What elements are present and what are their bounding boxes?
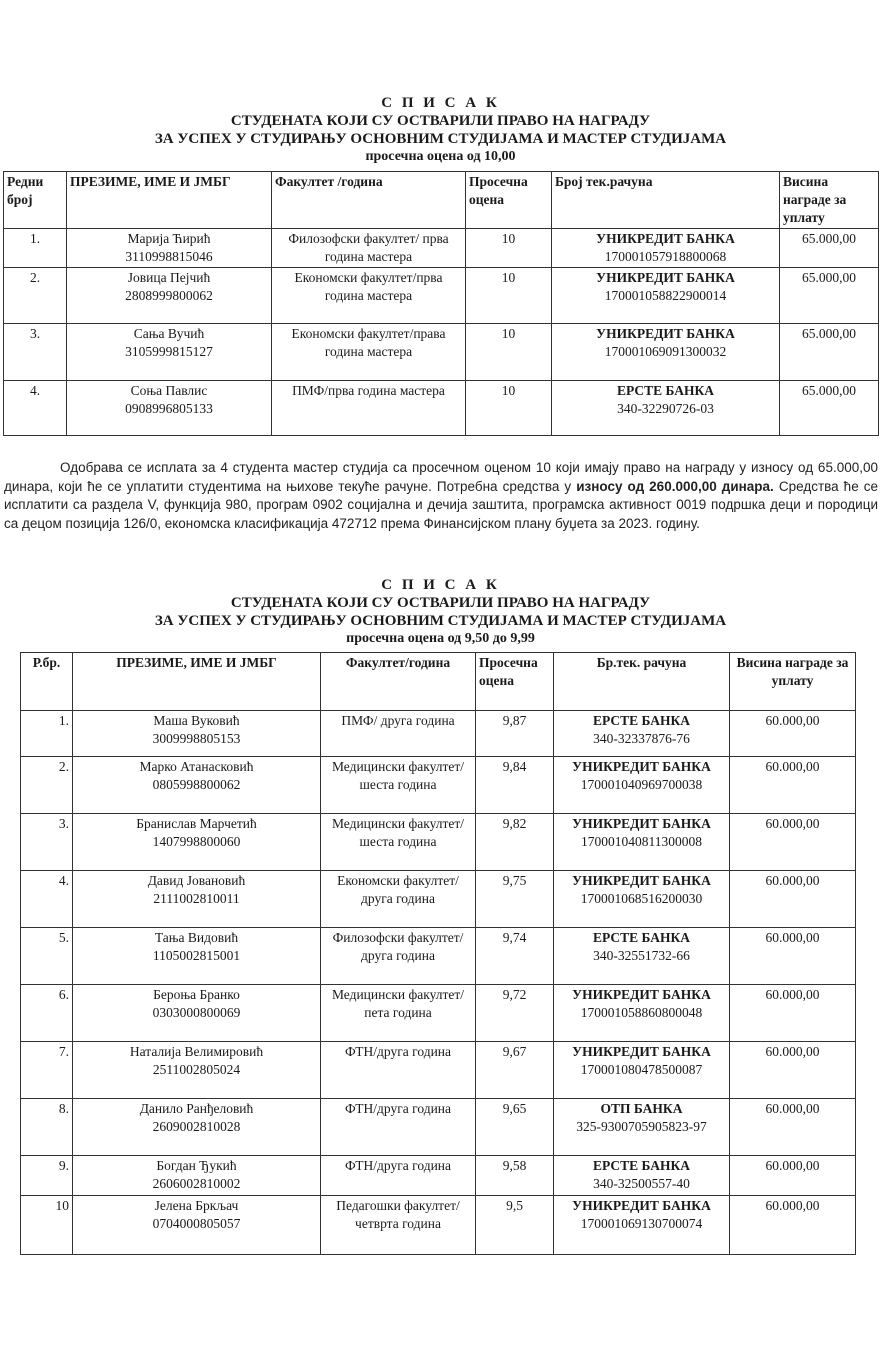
row-number: 1. — [21, 711, 73, 757]
row-number: 3. — [21, 814, 73, 871]
account-number: 170001069130700074 — [580, 1216, 703, 1231]
award-amount: 60.000,00 — [730, 871, 856, 928]
account-number: 170001080478500087 — [580, 1062, 703, 1077]
average-grade: 10 — [466, 229, 552, 268]
average-grade: 9,58 — [476, 1156, 554, 1196]
faculty-year: Економски факултет/права година мастера — [272, 324, 466, 381]
bank-name: УНИКРЕДИТ БАНКА — [572, 759, 711, 774]
table-row — [21, 757, 856, 814]
average-grade: 9,65 — [476, 1099, 554, 1156]
faculty-year: ПМФ/прва година мастера — [272, 381, 466, 436]
list2-line2: ЗА УСПЕХ У СТУДИРАЊУ ОСНОВНИМ СТУДИЈАМА И МАСТЕР СТУДИЈАМА — [154, 613, 727, 629]
student-name: Наталија Велимировић — [129, 1044, 264, 1059]
account-number: 170001069091300032 — [604, 344, 727, 359]
account-cell — [554, 1042, 730, 1099]
student-cell — [67, 229, 272, 268]
bank-name: ЕРСТЕ БАНКА — [592, 1158, 691, 1173]
bank-name: ЕРСТЕ БАНКА — [592, 713, 691, 728]
student-cell — [73, 928, 321, 985]
account-number: 340-32290726-03 — [617, 401, 714, 416]
row-number: 8. — [21, 1099, 73, 1156]
list2-body — [21, 711, 856, 1255]
faculty-year: Филозофски факултет/ прва година мастера — [272, 229, 466, 268]
account-cell — [554, 757, 730, 814]
list1-header-amount: Висина награде за уплату — [780, 172, 879, 229]
approval-text-2: Средства ће се исплатити са раздела V, функција 980, програм 0902 социјална и дечија заштита, програмска активност 0019 подршка деци и породици са децом позиција 126/0, економска класификација 472712 према Финансијском плану буџета за 2023. годину. — [4, 478, 878, 531]
row-number: 4. — [21, 871, 73, 928]
student-cell — [67, 324, 272, 381]
award-amount: 60.000,00 — [730, 1042, 856, 1099]
award-amount: 60.000,00 — [730, 757, 856, 814]
student-cell — [73, 1099, 321, 1156]
student-cell — [67, 268, 272, 324]
faculty-year: Медицински факултет/ шеста година — [321, 814, 476, 871]
list2-table — [20, 652, 856, 1255]
account-cell — [552, 268, 780, 324]
table-row — [4, 324, 879, 381]
faculty-year: ФТН/друга година — [321, 1042, 476, 1099]
list1-line2: ЗА УСПЕХ У СТУДИРАЊУ ОСНОВНИМ СТУДИЈАМА И МАСТЕР СТУДИЈАМА — [154, 131, 727, 147]
student-cell — [73, 871, 321, 928]
account-cell — [554, 928, 730, 985]
average-grade: 9,5 — [476, 1196, 554, 1255]
bank-name: УНИКРЕДИТ БАНКА — [572, 873, 711, 888]
faculty-year: ФТН/друга година — [321, 1099, 476, 1156]
row-number: 4. — [4, 381, 67, 436]
list1-title: С П И С А К — [381, 95, 500, 111]
student-jmbg: 2606002810002 — [152, 1176, 241, 1191]
account-number: 340-32500557-40 — [593, 1176, 690, 1191]
account-number: 170001058860800048 — [580, 1005, 703, 1020]
account-cell — [552, 381, 780, 436]
list2-heading — [0, 576, 881, 648]
student-name: Марија Ћирић — [127, 231, 211, 246]
account-cell — [554, 1156, 730, 1196]
student-name: Јовица Пејчић — [127, 270, 211, 285]
student-cell — [73, 985, 321, 1042]
list1-table — [3, 171, 879, 436]
award-amount: 60.000,00 — [730, 814, 856, 871]
bank-name: УНИКРЕДИТ БАНКА — [596, 231, 735, 246]
average-grade: 9,72 — [476, 985, 554, 1042]
average-grade: 9,74 — [476, 928, 554, 985]
table-row — [21, 871, 856, 928]
student-jmbg: 2609002810028 — [152, 1119, 241, 1134]
award-amount: 60.000,00 — [730, 985, 856, 1042]
award-amount: 60.000,00 — [730, 928, 856, 985]
row-number: 9. — [21, 1156, 73, 1196]
row-number: 10 — [21, 1196, 73, 1255]
account-cell — [554, 1099, 730, 1156]
table-row — [21, 1196, 856, 1255]
student-jmbg: 0805998800062 — [152, 777, 241, 792]
list2-header-name: ПРЕЗИМЕ, ИМЕ И ЈМБГ — [73, 653, 321, 711]
bank-name: УНИКРЕДИТ БАНКА — [572, 816, 711, 831]
student-name: Маша Вуковић — [153, 713, 240, 728]
student-jmbg: 3110998815046 — [125, 249, 213, 264]
student-name: Данило Ранђеловић — [139, 1101, 254, 1116]
account-number: 170001068516200030 — [580, 891, 703, 906]
bank-name: ЕРСТЕ БАНКА — [616, 383, 715, 398]
account-number: 170001040969700038 — [580, 777, 703, 792]
faculty-year: Филозофски факултет/ друга година — [321, 928, 476, 985]
account-cell — [554, 814, 730, 871]
average-grade: 9,75 — [476, 871, 554, 928]
account-cell — [554, 711, 730, 757]
average-grade: 10 — [466, 268, 552, 324]
bank-name: ЕРСТЕ БАНКА — [592, 930, 691, 945]
bank-name: УНИКРЕДИТ БАНКА — [596, 270, 735, 285]
student-cell — [73, 1156, 321, 1196]
bank-name: ОТП БАНКА — [600, 1101, 683, 1116]
award-amount: 60.000,00 — [730, 1196, 856, 1255]
award-amount: 60.000,00 — [730, 1099, 856, 1156]
student-name: Берoња Бранко — [153, 987, 240, 1002]
row-number: 2. — [21, 757, 73, 814]
average-grade: 9,82 — [476, 814, 554, 871]
student-jmbg: 0303000800069 — [152, 1005, 241, 1020]
account-number: 170001058822900014 — [604, 288, 727, 303]
account-number: 340-32551732-66 — [593, 948, 690, 963]
list2-header-grade: Просечна оцена — [476, 653, 554, 711]
list1-subtitle: просечна оцена од 10,00 — [365, 149, 516, 164]
student-cell — [73, 1042, 321, 1099]
approval-text-1: Одобрава се исплата за 4 студента мастер студија са просечном оценом 10 који имају право на награду у износу од 65.000,00 динара, који ће се уплатити студентима на њихове текуће рачуне. Потребна средства у — [4, 460, 878, 494]
account-number: 170001057918800068 — [604, 249, 727, 264]
award-amount: 65.000,00 — [780, 229, 879, 268]
student-name: Богдан Ђукић — [156, 1158, 237, 1173]
table-row — [21, 711, 856, 757]
average-grade: 10 — [466, 324, 552, 381]
award-amount: 60.000,00 — [730, 711, 856, 757]
account-cell — [554, 871, 730, 928]
bank-name: УНИКРЕДИТ БАНКА — [572, 1044, 711, 1059]
faculty-year: Педагошки факултет/четврта година — [321, 1196, 476, 1255]
list1-header-faculty: Факултет /година — [272, 172, 466, 229]
average-grade: 9,84 — [476, 757, 554, 814]
student-jmbg: 3009998805153 — [152, 731, 241, 746]
student-jmbg: 0704000805057 — [152, 1216, 241, 1231]
student-cell — [73, 711, 321, 757]
table-row — [21, 814, 856, 871]
account-cell — [552, 324, 780, 381]
faculty-year: Економски факултет/прва година мастера — [272, 268, 466, 324]
approval-amount: износу од 260.000,00 динара. — [576, 478, 774, 494]
student-name: Давид Јовановић — [147, 873, 246, 888]
account-number: 170001040811300008 — [581, 834, 702, 849]
account-cell — [552, 229, 780, 268]
row-number: 7. — [21, 1042, 73, 1099]
award-amount: 65.000,00 — [780, 381, 879, 436]
list2-header-amount: Висина награде за уплату — [730, 653, 856, 711]
bank-name: УНИКРЕДИТ БАНКА — [572, 987, 711, 1002]
average-grade: 10 — [466, 381, 552, 436]
student-cell — [73, 1196, 321, 1255]
table-row — [4, 381, 879, 436]
bank-name: УНИКРЕДИТ БАНКА — [572, 1198, 711, 1213]
table-row — [21, 1156, 856, 1196]
average-grade: 9,87 — [476, 711, 554, 757]
list1-heading — [0, 94, 881, 166]
table-row — [21, 1042, 856, 1099]
list1-header-name: ПРЕЗИМЕ, ИМЕ И ЈМБГ — [67, 172, 272, 229]
faculty-year: ПМФ/ друга година — [321, 711, 476, 757]
student-jmbg: 2808999800062 — [125, 288, 213, 303]
student-cell — [73, 757, 321, 814]
student-name: Тања Видовић — [154, 930, 239, 945]
table-row — [4, 229, 879, 268]
student-jmbg: 1407998800060 — [152, 834, 241, 849]
student-jmbg: 3105999815127 — [125, 344, 213, 359]
list1-body — [4, 229, 879, 436]
row-number: 2. — [4, 268, 67, 324]
row-number: 5. — [21, 928, 73, 985]
list1-header-account: Број тек.рачуна — [552, 172, 780, 229]
list2-header-num: Р.бр. — [21, 653, 73, 711]
list1-header-grade: Просечна оцена — [466, 172, 552, 229]
row-number: 3. — [4, 324, 67, 381]
row-number: 6. — [21, 985, 73, 1042]
list1-header-num: Редни број — [4, 172, 67, 229]
student-name: Сања Вучић — [133, 326, 205, 341]
faculty-year: Медицински факултет/ шеста година — [321, 757, 476, 814]
student-jmbg: 0908996805133 — [125, 401, 213, 416]
account-number: 325-9300705905823-97 — [576, 1119, 707, 1134]
row-number: 1. — [4, 229, 67, 268]
award-amount: 60.000,00 — [730, 1156, 856, 1196]
student-jmbg: 1105002815001 — [152, 948, 241, 963]
student-name: Марко Атанасковић — [139, 759, 254, 774]
award-amount: 65.000,00 — [780, 324, 879, 381]
list2-header-faculty: Факултет/година — [321, 653, 476, 711]
list2-title: С П И С А К — [381, 577, 500, 593]
faculty-year: Медицински факултет/ пета година — [321, 985, 476, 1042]
list2-header-account: Бр.тек. рачуна — [554, 653, 730, 711]
student-jmbg: 2511002805024 — [152, 1062, 241, 1077]
student-name: Јелена Бркљач — [154, 1198, 239, 1213]
student-jmbg: 2111002810011 — [153, 891, 240, 906]
table-row — [21, 928, 856, 985]
account-cell — [554, 1196, 730, 1255]
account-number: 340-32337876-76 — [593, 731, 690, 746]
table-row — [21, 1099, 856, 1156]
approval-paragraph — [4, 459, 878, 533]
award-amount: 65.000,00 — [780, 268, 879, 324]
account-cell — [554, 985, 730, 1042]
table-row — [21, 985, 856, 1042]
faculty-year: Економски факултет/ друга година — [321, 871, 476, 928]
bank-name: УНИКРЕДИТ БАНКА — [596, 326, 735, 341]
list1-line1: СТУДЕНАТА КОЈИ СУ ОСТВАРИЛИ ПРАВО НА НАГРАДУ — [230, 113, 651, 129]
student-name: Соња Павлис — [130, 383, 208, 398]
student-name: Бранислав Марчетић — [136, 816, 257, 831]
list2-line1: СТУДЕНАТА КОЈИ СУ ОСТВАРИЛИ ПРАВО НА НАГРАДУ — [230, 595, 651, 611]
student-cell — [67, 381, 272, 436]
table-row — [4, 268, 879, 324]
average-grade: 9,67 — [476, 1042, 554, 1099]
faculty-year: ФТН/друга година — [321, 1156, 476, 1196]
student-cell — [73, 814, 321, 871]
list2-subtitle: просечна оцена од 9,50 до 9,99 — [346, 631, 535, 646]
